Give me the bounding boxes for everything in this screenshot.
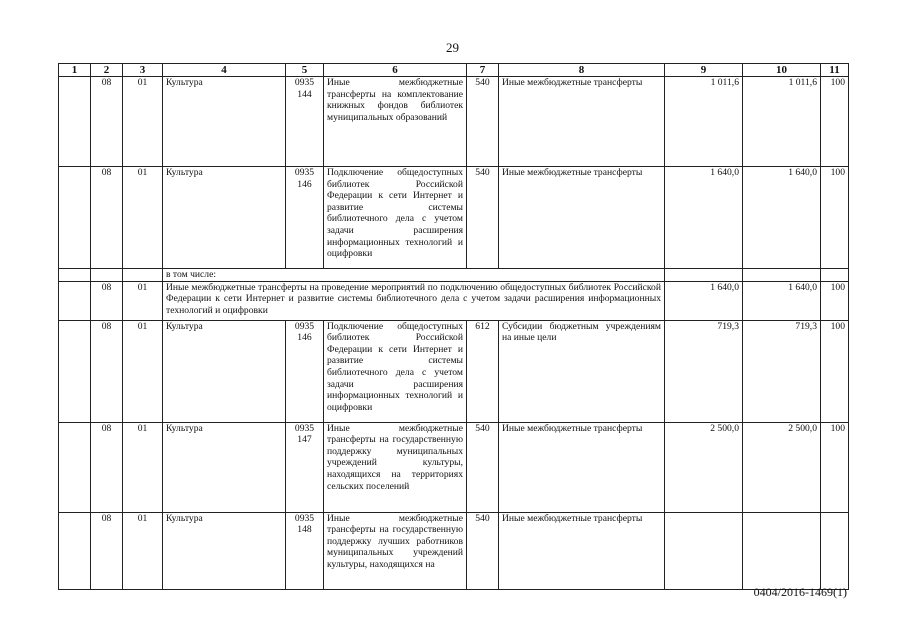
column-header: 8 (499, 64, 665, 77)
cell-planned: 1 640,0 (665, 167, 743, 269)
cell-target-code: 0935 144 (286, 77, 324, 167)
cell-description: Иные межбюджетные трансферты на государственную поддержку лучших работников муниципальных учреждений культуры, находящихся на (324, 512, 467, 589)
cell-section: 08 (91, 167, 123, 269)
document-code: 0404/2016-1469(1) (753, 585, 847, 599)
cell-subsection: 01 (123, 422, 163, 512)
cell-expense-type: 540 (467, 167, 499, 269)
cell-name: Культура (163, 167, 286, 269)
column-header: 1 (59, 64, 91, 77)
cell-merged-description: Иные межбюджетные трансферты на проведение мероприятий по подключению общедоступных библиотек Российской Федерации к сети Интернет и развитие системы библиотечного дела с учетом задачи расширения информационных технологий и оцифровки (163, 281, 665, 320)
cell-section: 08 (91, 422, 123, 512)
cell-target-code: 0935 148 (286, 512, 324, 589)
cell-subsection: 01 (123, 77, 163, 167)
cell-expense-type: 540 (467, 422, 499, 512)
table-row (59, 281, 849, 320)
cell-expense-type: 540 (467, 77, 499, 167)
column-header: 11 (821, 64, 849, 77)
column-header: 6 (324, 64, 467, 77)
cell-percent: 100 (821, 320, 849, 422)
column-header: 9 (665, 64, 743, 77)
table-row (59, 512, 849, 589)
table-row (59, 422, 849, 512)
cell-percent: 100 (821, 77, 849, 167)
cell-executed: 1 011,6 (743, 77, 821, 167)
cell-expense-name: Субсидии бюджетным учреждениям на иные цели (499, 320, 665, 422)
cell-target-code: 0935 146 (286, 167, 324, 269)
column-header: 7 (467, 64, 499, 77)
cell-target-code: 0935 146 (286, 320, 324, 422)
cell-percent: 100 (821, 281, 849, 320)
cell-target-code: 0935 147 (286, 422, 324, 512)
cell-description: Подключение общедоступных библиотек Российской Федерации к сети Интернет и развитие системы библиотечного дела с учетом задачи расширения информационных технологий и оцифровки (324, 320, 467, 422)
column-header: 10 (743, 64, 821, 77)
table-header-row (59, 64, 849, 77)
cell-section: 08 (91, 77, 123, 167)
cell-planned: 1 640,0 (665, 281, 743, 320)
cell-subsection: 01 (123, 320, 163, 422)
cell-description: Иные межбюджетные трансферты на комплектование книжных фондов библиотек муниципальных образований (324, 77, 467, 167)
table-row (59, 167, 849, 269)
cell-subsection: 01 (123, 512, 163, 589)
budget-table (58, 63, 849, 590)
cell-name: Культура (163, 320, 286, 422)
column-header: 2 (91, 64, 123, 77)
cell-section: 08 (91, 512, 123, 589)
cell-percent: 100 (821, 422, 849, 512)
column-header: 5 (286, 64, 324, 77)
cell-description: Подключение общедоступных библиотек Российской Федерации к сети Интернет и развитие системы библиотечного дела с учетом задачи расширения информационных технологий и оцифровки (324, 167, 467, 269)
cell-expense-type: 612 (467, 320, 499, 422)
cell-executed: 719,3 (743, 320, 821, 422)
column-header: 3 (123, 64, 163, 77)
cell-executed: 1 640,0 (743, 167, 821, 269)
cell-planned: 2 500,0 (665, 422, 743, 512)
table-row (59, 320, 849, 422)
cell-description: Иные межбюджетные трансферты на государственную поддержку муниципальных учреждений культуры, находящихся на территориях сельских поселений (324, 422, 467, 512)
subheading-label: в том числе: (163, 269, 665, 282)
cell-percent (821, 512, 849, 589)
cell-name: Культура (163, 422, 286, 512)
subheading-row (59, 269, 849, 282)
cell-expense-name: Иные межбюджетные трансферты (499, 167, 665, 269)
table-row (59, 77, 849, 167)
page-number: 29 (446, 40, 459, 55)
cell-subsection: 01 (123, 281, 163, 320)
cell-percent: 100 (821, 167, 849, 269)
cell-name: Культура (163, 512, 286, 589)
cell-executed: 2 500,0 (743, 422, 821, 512)
cell-expense-name: Иные межбюджетные трансферты (499, 77, 665, 167)
cell-section: 08 (91, 281, 123, 320)
cell-planned: 719,3 (665, 320, 743, 422)
cell-executed (743, 512, 821, 589)
cell-section: 08 (91, 320, 123, 422)
cell-subsection: 01 (123, 167, 163, 269)
cell-expense-name: Иные межбюджетные трансферты (499, 422, 665, 512)
column-header: 4 (163, 64, 286, 77)
cell-name: Культура (163, 77, 286, 167)
cell-planned (665, 512, 743, 589)
cell-planned: 1 011,6 (665, 77, 743, 167)
cell-expense-type: 540 (467, 512, 499, 589)
cell-expense-name: Иные межбюджетные трансферты (499, 512, 665, 589)
cell-executed: 1 640,0 (743, 281, 821, 320)
